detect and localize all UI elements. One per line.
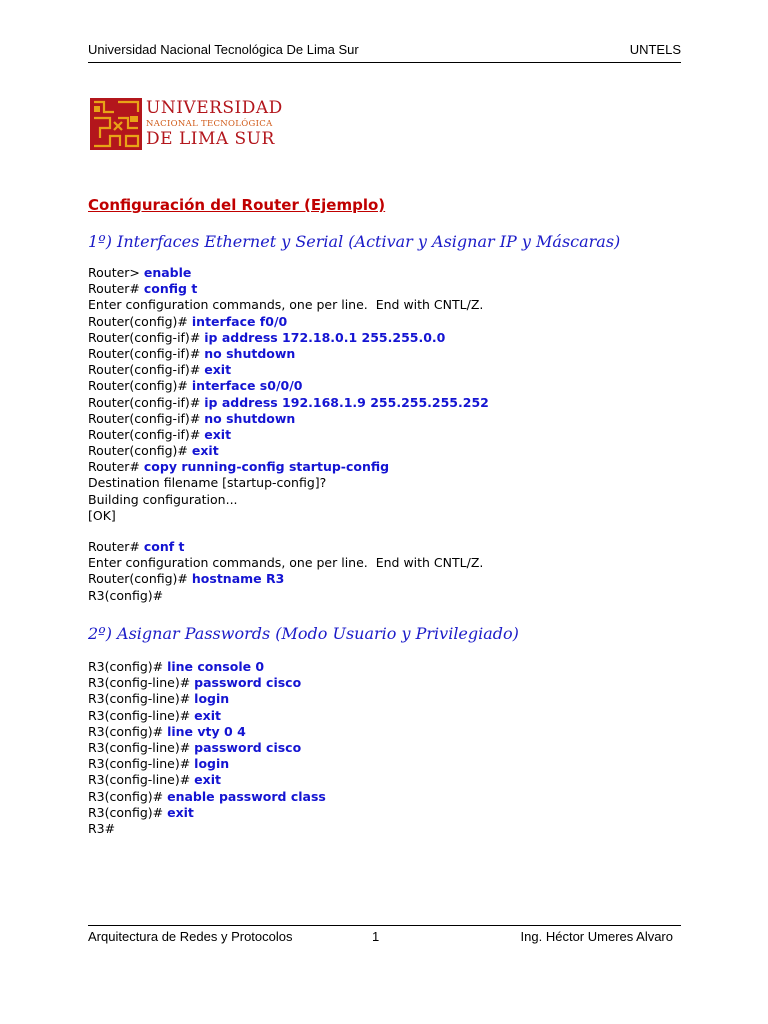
page-footer xyxy=(88,925,681,947)
command-prompt: Router> xyxy=(88,265,144,280)
logo-line-2: NACIONAL TECNOLÓGICA xyxy=(146,119,273,130)
footer-author: Ing. Héctor Umeres Alvaro xyxy=(520,929,673,944)
command-prompt: R3(config)# xyxy=(88,587,164,603)
command-prompt: Router# xyxy=(88,539,144,554)
command-text: password cisco xyxy=(194,675,302,691)
command-prompt: R3(config-line)# xyxy=(88,739,195,755)
command-line xyxy=(88,691,326,707)
command-prompt: R3# xyxy=(88,820,116,836)
command-line xyxy=(88,805,326,821)
command-line xyxy=(88,395,489,411)
command-line xyxy=(88,443,489,459)
section-1-heading: 1º) Interfaces Ethernet y Serial (Activar y Asignar IP y Máscaras) xyxy=(88,232,621,251)
command-prompt: R3(config)# xyxy=(88,788,168,804)
command-prompt: Router(config-if)# xyxy=(88,410,205,426)
command-block-1a xyxy=(88,265,489,524)
command-prompt: R3(config)# xyxy=(88,804,168,820)
command-line xyxy=(88,314,489,330)
command-prompt: R3(config-line)# xyxy=(88,772,195,788)
command-prompt: Router(config)# xyxy=(88,313,192,329)
command-text: line console 0 xyxy=(167,659,265,674)
command-line xyxy=(88,772,326,788)
logo-wordmark xyxy=(146,100,283,148)
command-line xyxy=(88,459,489,475)
command-line xyxy=(88,571,483,587)
command-line xyxy=(88,346,489,362)
command-line xyxy=(88,265,489,281)
command-line xyxy=(88,378,489,394)
command-line xyxy=(88,297,489,313)
command-prompt: Router(config-if)# xyxy=(88,362,205,378)
command-line xyxy=(88,427,489,443)
command-prompt: R3(config)# xyxy=(88,659,168,674)
command-line xyxy=(88,789,326,805)
command-line xyxy=(88,821,326,837)
command-text: exit xyxy=(191,443,219,459)
command-prompt: Router(config-if)# xyxy=(88,426,205,442)
command-block-2 xyxy=(88,659,326,837)
university-logo xyxy=(90,98,290,150)
section-2-heading: 2º) Asignar Passwords (Modo Usuario y Privilegiado) xyxy=(88,624,519,643)
document-title: Configuración del Router (Ejemplo) xyxy=(88,196,386,214)
command-text: enable xyxy=(143,265,192,280)
logo-line-1: UNIVERSIDAD xyxy=(146,98,283,119)
command-text: interface f0/0 xyxy=(191,313,288,329)
command-line xyxy=(88,588,483,604)
command-line xyxy=(88,675,326,691)
command-text: ip address 172.18.0.1 255.255.0.0 xyxy=(204,329,446,345)
command-text: password cisco xyxy=(194,739,302,755)
command-text: no shutdown xyxy=(204,410,296,426)
command-text: hostname R3 xyxy=(191,571,285,587)
command-line xyxy=(88,708,326,724)
command-line xyxy=(88,330,489,346)
command-line xyxy=(88,281,489,297)
command-text: exit xyxy=(167,804,194,820)
command-text: exit xyxy=(204,426,232,442)
command-prompt: R3(config-line)# xyxy=(88,691,195,707)
logo-emblem-icon xyxy=(90,98,142,150)
command-line xyxy=(88,362,489,378)
command-prompt: Router# xyxy=(88,281,144,297)
command-prompt: R3(config-line)# xyxy=(88,675,195,691)
command-text: line vty 0 4 xyxy=(167,723,246,739)
command-line xyxy=(88,740,326,756)
command-text: enable password class xyxy=(167,788,326,804)
footer-page-number: 1 xyxy=(372,929,380,944)
command-prompt: Router(config)# xyxy=(88,571,192,587)
command-prompt: Router(config-if)# xyxy=(88,345,205,361)
command-text: login xyxy=(194,691,230,707)
command-text: exit xyxy=(194,707,221,723)
command-prompt: Enter configuration commands, one per line. End with CNTL/Z. xyxy=(88,555,484,571)
command-line xyxy=(88,539,483,555)
command-text: ip address 192.168.1.9 255.255.255.252 xyxy=(204,394,489,410)
command-prompt: Building configuration... xyxy=(88,491,238,507)
command-line xyxy=(88,724,326,740)
command-prompt: R3(config-line)# xyxy=(88,707,195,723)
command-text: config t xyxy=(143,281,198,297)
header-institution: Universidad Nacional Tecnológica De Lima Sur xyxy=(88,42,359,57)
logo-line-3: DE LIMA SUR xyxy=(146,128,275,149)
command-text: interface s0/0/0 xyxy=(191,378,303,394)
command-prompt: Enter configuration commands, one per line. End with CNTL/Z. xyxy=(88,297,484,313)
command-text: copy running-config startup-config xyxy=(143,459,390,475)
command-prompt: Router(config-if)# xyxy=(88,329,205,345)
command-block-1b xyxy=(88,539,483,604)
page-header xyxy=(88,42,681,63)
command-prompt: R3(config-line)# xyxy=(88,756,195,772)
command-text: conf t xyxy=(143,539,185,554)
command-line xyxy=(88,508,489,524)
command-line xyxy=(88,659,326,675)
command-line xyxy=(88,555,483,571)
command-text: login xyxy=(194,756,230,772)
command-text: exit xyxy=(204,362,232,378)
command-prompt: Router# xyxy=(88,459,144,475)
header-acronym: UNTELS xyxy=(629,42,681,57)
command-prompt: Router(config-if)# xyxy=(88,394,205,410)
footer-course: Arquitectura de Redes y Protocolos xyxy=(88,929,293,944)
command-prompt: R3(config)# xyxy=(88,723,168,739)
command-line xyxy=(88,492,489,508)
command-prompt: Router(config)# xyxy=(88,443,192,459)
command-prompt: [OK] xyxy=(88,507,116,523)
command-line xyxy=(88,411,489,427)
command-text: exit xyxy=(194,772,221,788)
command-line xyxy=(88,475,489,491)
command-text: no shutdown xyxy=(204,345,296,361)
command-prompt: Router(config)# xyxy=(88,378,192,394)
command-prompt: Destination filename [startup-config]? xyxy=(88,475,327,491)
command-line xyxy=(88,756,326,772)
